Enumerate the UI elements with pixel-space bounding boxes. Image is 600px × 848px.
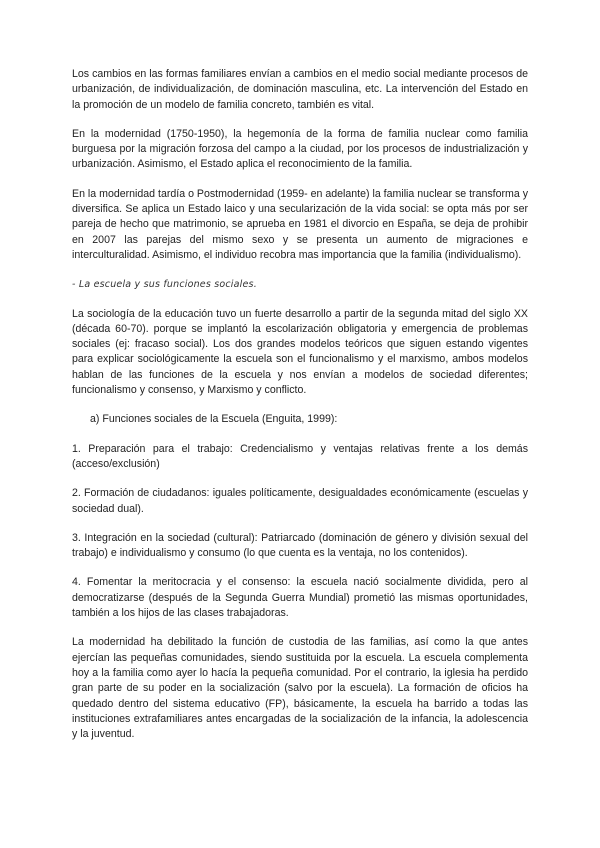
list-item-work-preparation: 1. Preparación para el trabajo: Credencialismo y ventajas relativas frente a los demás (acceso/exclusión) <box>72 442 528 470</box>
paragraph-school-custody: La modernidad ha debilitado la función de custodia de las familias, así como la que antes ejercían las pequeñas comunidades, siendo sustituida por la escuela. La escuela complementa hoy a la familia como ayer lo hacía la pequeña comunidad. Por el contrario, la iglesia ha perdido gran parte de su poder en la socialización (salvo por la escuela). La formación de oficios ha quedado dentro del sistema educativo (FP), básicamente, la escuela ha barrido a todas las instituciones extrafamiliares antes encargadas de la socialización de la infancia, la adolescencia y la juventud. <box>72 636 528 741</box>
paragraph-family-changes: Los cambios en las formas familiares envían a cambios en el medio social mediante procesos de urbanización, de individualización, de dominación masculina, etc. La intervención del Estado en la promoción de un modelo de familia concreto, también es vital. <box>72 68 528 111</box>
paragraph-modernity: En la modernidad (1750-1950), la hegemonía de la forma de familia nuclear como familia burguesa por la migración forzosa del campo a la ciudad, por los procesos de industrialización y urbanización. Asimismo, el Estado aplica el reconocimiento de la familia. <box>72 127 528 171</box>
paragraph-sociology-education: La sociología de la educación tuvo un fuerte desarrollo a partir de la segunda mitad del siglo XX (década 60-70). porque se implantó la escolarización obligatoria y emergencia de problemas sociales (ej: fracaso social). Los dos grandes modelos teóricos que siguen estando vigentes para explicar sociológicamente la escuela son el funcionalismo y el marxismo, ambos modelos hablan de las funciones de la escuela y nos envían a modelos de sociedad diferentes; funcionalismo y consenso, y Marxismo y conflicto. <box>72 307 528 397</box>
list-item-citizen-formation: 2. Formación de ciudadanos: iguales políticamente, desigualdades económicamente (escuelas y sociedad dual). <box>72 487 528 515</box>
list-item-social-integration: 3. Integración en la sociedad (cultural): Patriarcado (dominación de género y división sexual del trabajo) e individualismo y consumo (lo que cuenta es la ventaja, no los contenidos). <box>72 531 528 560</box>
list-item-meritocracy: 4. Fomentar la meritocracia y el consenso: la escuela nació socialmente dividida, pero al democratizarse (después de la Segunda Guerra Mundial) prometió las mismas oportunidades, también a los hijos de las clases trabajadoras. <box>72 576 528 620</box>
subheading-school-functions: a) Funciones sociales de la Escuela (Enguita, 1999): <box>90 413 338 426</box>
paragraph-late-modernity: En la modernidad tardía o Postmodernidad (1959- en adelante) la familia nuclear se transforma y diversifica. Se aplica un Estado laico y una secularización de la vida social: se opta más por ser pareja de hecho que matrimonio, se aprueba en 1981 el divorcio en España, se deja de prohibir en 2007 las parejas del mismo sexo y se presenta un aumento de migraciones e interculturalidad. Asimismo, el individuo recobra mas importancia que la familia (individualismo). <box>72 187 528 261</box>
section-heading: - La escuela y sus funciones sociales. <box>72 279 257 291</box>
document-page <box>72 67 528 742</box>
